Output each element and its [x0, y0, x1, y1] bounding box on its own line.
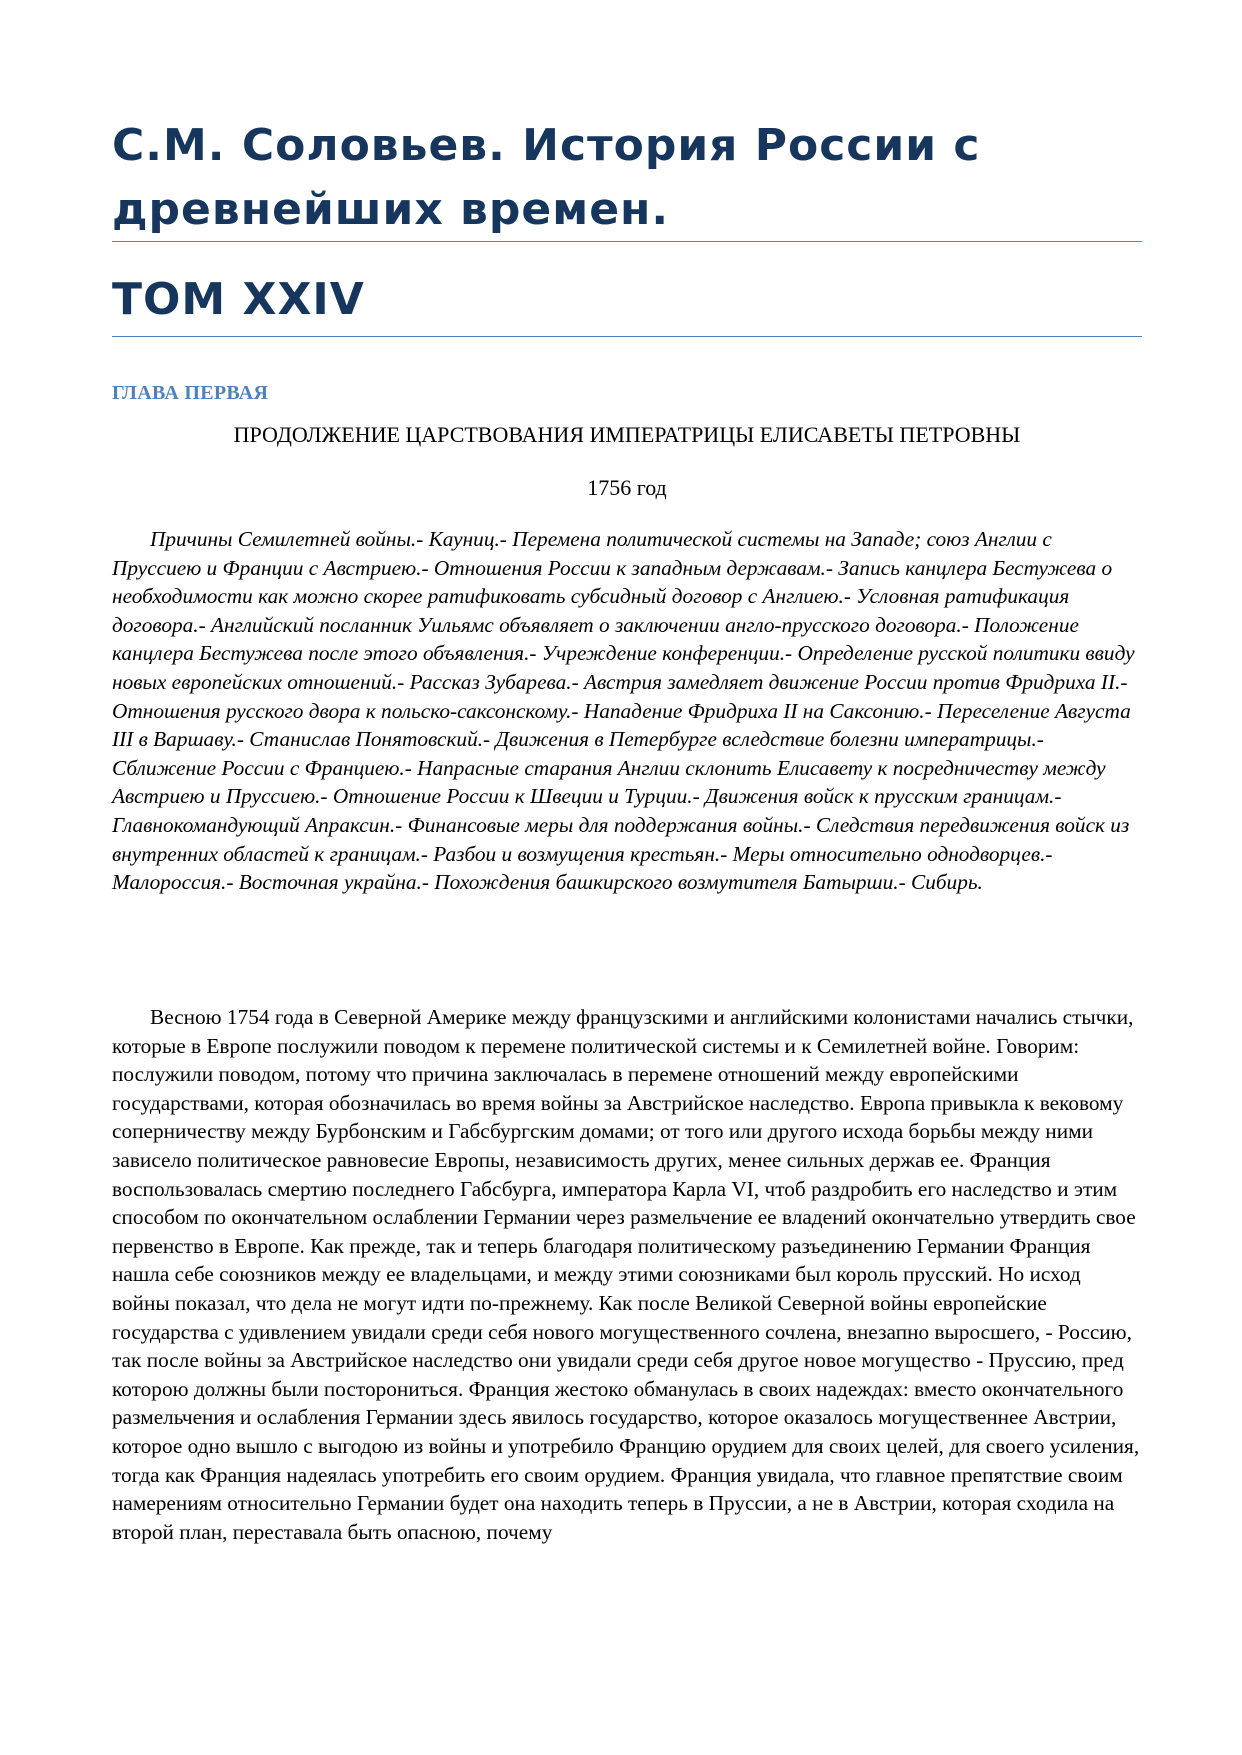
chapter-heading: ГЛАВА ПЕРВАЯ [112, 382, 269, 404]
chapter-summary: Причины Семилетней войны.- Кауниц.- Перемена политической системы на Западе; союз Англии с Пруссиею и Франции с Австриею.- Отношения России к западным державам.- Запись канцлера Бестужева о необходимости как можно скорее ратификовать субсидный договор с Англиею.- Условная ратификация договора.- Английский посланник Уильямс объявляет о заключении англо-прусского договора.- Положение канцлера Бестужева после этого объявления.- Учреждение конференции.- Определение русской политики ввиду новых европейских отношений.- Рассказ Зубарева.- Австрия замедляет движение России против Фридриха II.- Отношения русского двора к польско-саксонскому.- Нападение Фридриха II на Саксонию.- Переселение Августа III в Варшаву.- Станислав Понятовский.- Движения в Петербурге вследствие болезни императрицы.- Сближение России с Франциею.- Напрасные старания Англии склонить Елисавету к посредничеству между Австриею и Пруссиею.- Отношение России к Швеции и Турции.- Движения войск к прусским границам.- Главнокомандующий Апраксин.- Финансовые меры для поддержания войны.- Следствия передвижения войск из внутренних областей к границам.- Разбои и возмущения крестьян.- Меры относительно однодворцев.- Малороссия.- Восточная украйна.- Похождения башкирского возмутителя Батырши.- Сибирь. [112, 527, 1135, 895]
volume-title: ТОМ XXIV [112, 274, 365, 325]
section-title: ПРОДОЛЖЕНИЕ ЦАРСТВОВАНИЯ ИМПЕРАТРИЦЫ ЕЛИСАВЕТЫ ПЕТРОВНЫ [233, 422, 1021, 447]
page-title: С.М. Соловьев. История России с древнейших времен. [112, 120, 981, 235]
body-paragraph: Весною 1754 года в Северной Америке между французскими и английскими колонистами начались стычки, которые в Европе послужили поводом к перемене политической системы и к Семилетней войне. Говорим: послужили поводом, потому что причина заключалась в перемене отношений между европейскими государствами, которая обозначилась во время войны за Австрийское наследство. Европа привыкла к вековому соперничеству между Бурбонским и Габсбургским домами; от того или другого исхода борьбы между ними зависело политическое равновесие Европы, независимость других, менее сильных держав ее. Франция воспользовалась смертию последнего Габсбурга, императора Карла VI, чтоб раздробить его наследство и этим способом по окончательном ослаблении Германии через размельчение ее владений окончательно утвердить свое первенство в Европе. Как прежде, так и теперь благодаря политическому разъединению Германии Франция нашла себе союзников между ее владельцами, и между этими союзниками был король прусский. Но исход войны показал, что дела не могут идти по-прежнему. Как после Великой Северной войны европейские государства с удивлением увидали среди себя нового могущественного сочлена, внезапно выросшего, - Россию, так после войны за Австрийское наследство они увидали среди себя другое новое могущество - Пруссию, пред которою должны были посторониться. Франция жестоко обманулась в своих надеждах: вместо окончательного размельчения и ослабления Германии здесь явилось государство, которое оказалось могущественнее Австрии, которое одно вышло с выгодою из войны и употребило Францию орудием для своих целей, для своего усиления, тогда как Франция надеялась употребить его своим орудием. Франция увидала, что главное препятствие своим намерениям относительно Германии будет она находить теперь в Пруссии, а не в Австрии, которая сходила на второй план, переставала быть опасною, почему [112, 1005, 1140, 1544]
volume-divider [112, 336, 1142, 337]
title-divider [112, 241, 1142, 242]
year-heading: 1756 год [587, 475, 667, 500]
